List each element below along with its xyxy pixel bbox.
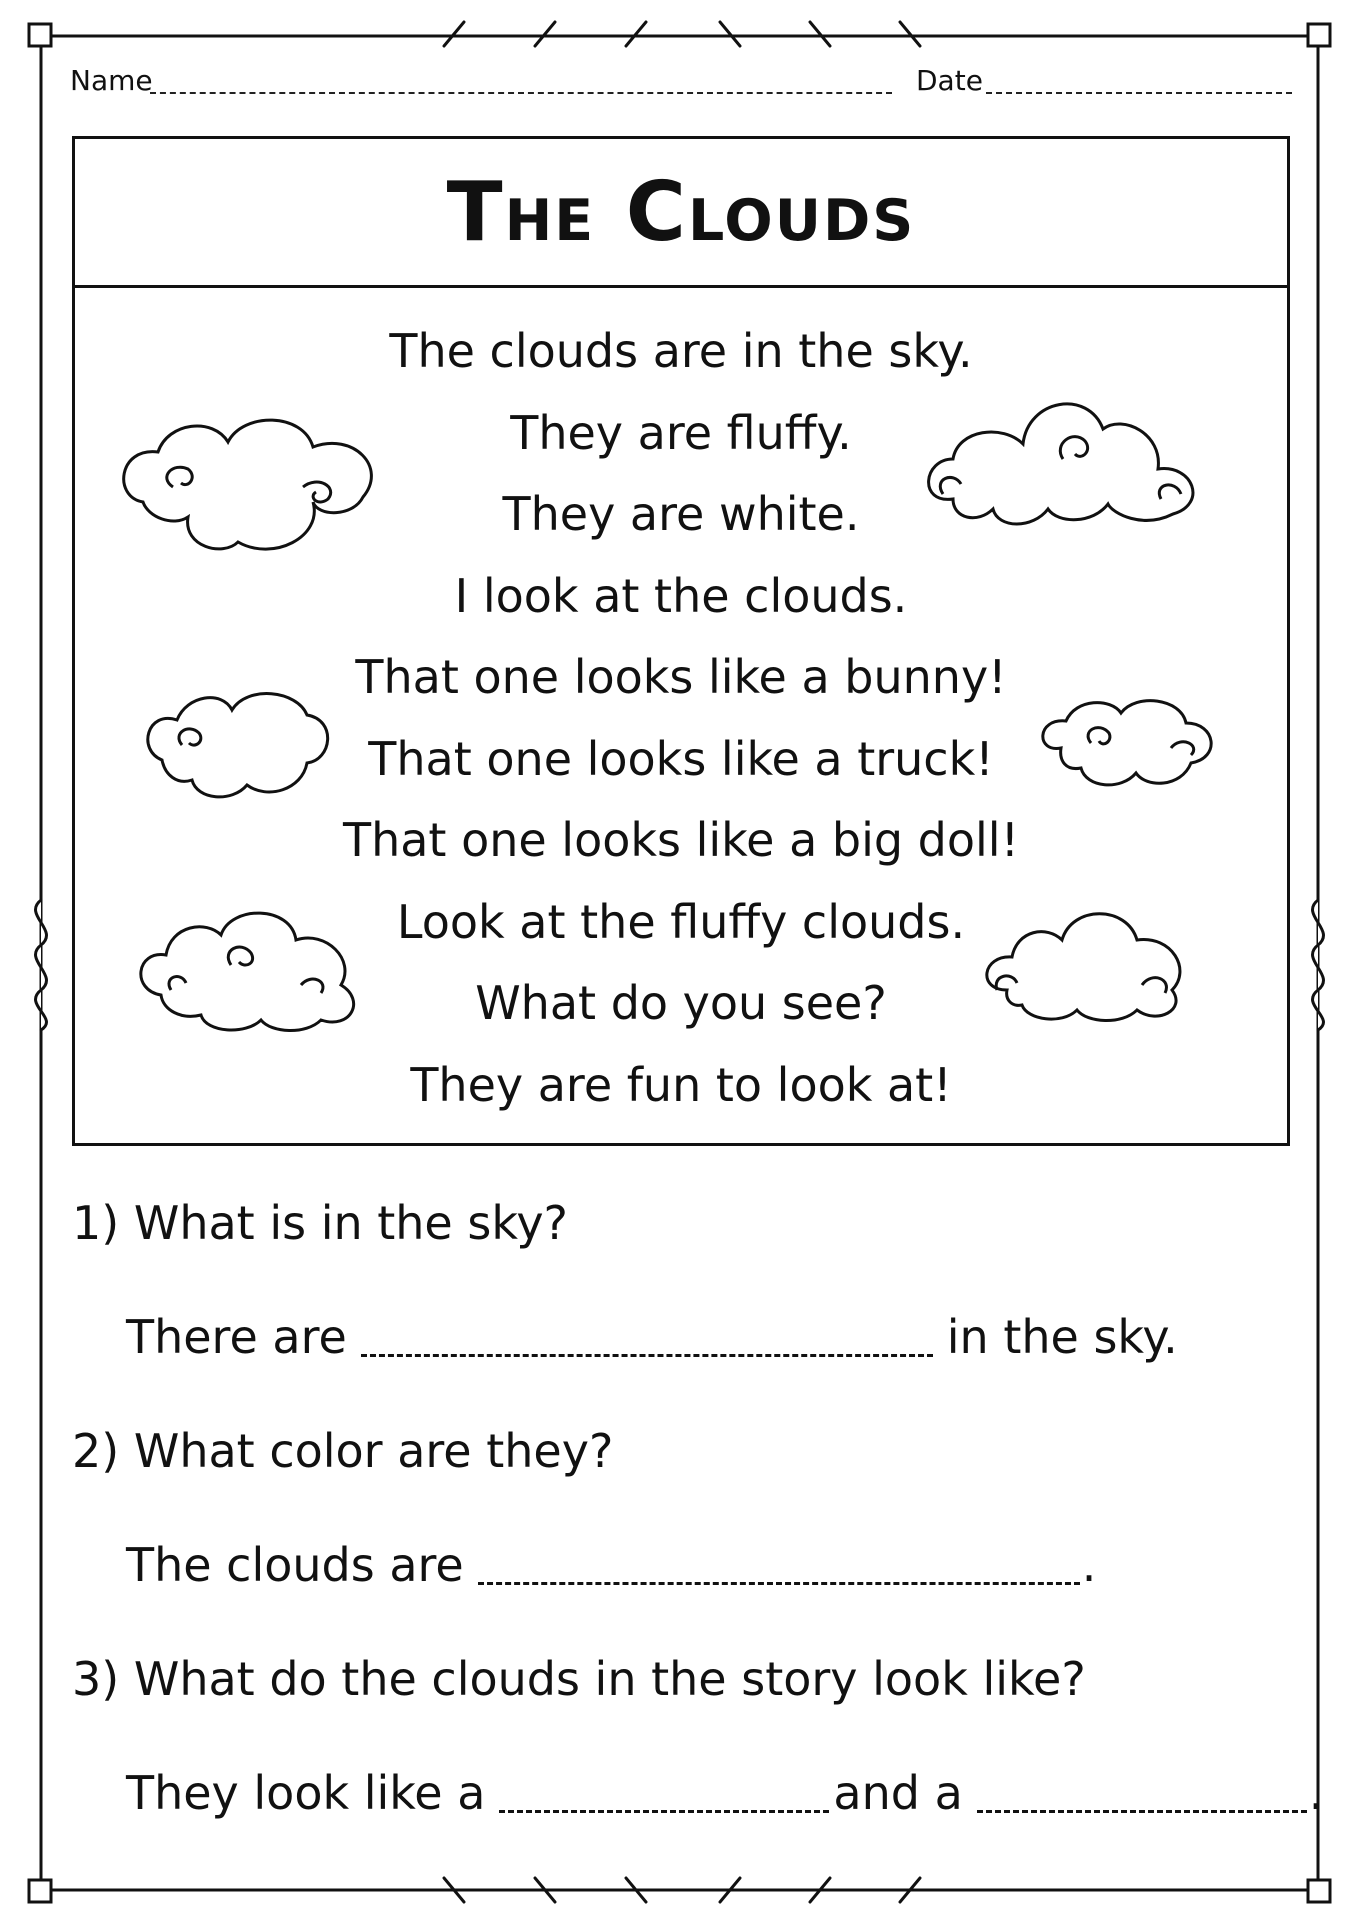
story-line: That one looks like a bunny! <box>355 650 1007 704</box>
cloud-icon <box>977 905 1193 1025</box>
answer-3-middle: and a <box>833 1766 963 1820</box>
cloud-icon <box>131 905 367 1035</box>
cloud-icon <box>113 407 389 557</box>
story-line: They are fun to look at! <box>410 1057 952 1112</box>
story-line: That one looks like a big doll! <box>342 813 1020 867</box>
name-field[interactable] <box>150 92 892 94</box>
story-line: They are fluffy. <box>510 405 852 460</box>
cloud-icon <box>137 685 333 805</box>
story-line: Look at the fluffy clouds. <box>396 894 966 949</box>
answer-3-suffix: . <box>1308 1766 1324 1820</box>
answer-3-row <box>126 1766 1323 1820</box>
question-2: 2) What color are they? <box>72 1424 614 1478</box>
answer-1-prefix: There are <box>126 1310 347 1364</box>
question-1: 1) What is in the sky? <box>72 1196 568 1250</box>
answer-2-row <box>126 1538 1096 1592</box>
cloud-icon <box>1031 693 1221 793</box>
date-field[interactable] <box>986 92 1292 94</box>
answer-2-suffix: . <box>1081 1538 1097 1592</box>
question-3: 3) What do the clouds in the story look like? <box>72 1652 1086 1706</box>
answer-2-blank[interactable] <box>478 1582 1080 1585</box>
answer-1-row <box>126 1310 1178 1364</box>
date-label: Date <box>916 64 983 97</box>
title-row <box>75 139 1287 288</box>
story-line: I look at the clouds. <box>454 568 908 623</box>
story-box <box>72 136 1290 1146</box>
story-line: That one looks like a truck! <box>368 731 994 786</box>
story-line: They are white. <box>502 487 860 541</box>
answer-1-suffix: in the sky. <box>946 1310 1178 1364</box>
answer-3-prefix: They look like a <box>126 1766 486 1820</box>
answer-3-blank-2[interactable] <box>977 1810 1307 1813</box>
story-line: The clouds are in the sky. <box>389 324 973 378</box>
cloud-icon <box>913 389 1203 539</box>
answer-2-prefix: The clouds are <box>126 1538 464 1592</box>
answer-1-blank[interactable] <box>361 1354 933 1357</box>
name-label: Name <box>70 64 153 97</box>
answer-3-blank-1[interactable] <box>499 1810 829 1813</box>
story-title: The Clouds <box>446 164 916 260</box>
story-line: What do you see? <box>475 976 887 1030</box>
